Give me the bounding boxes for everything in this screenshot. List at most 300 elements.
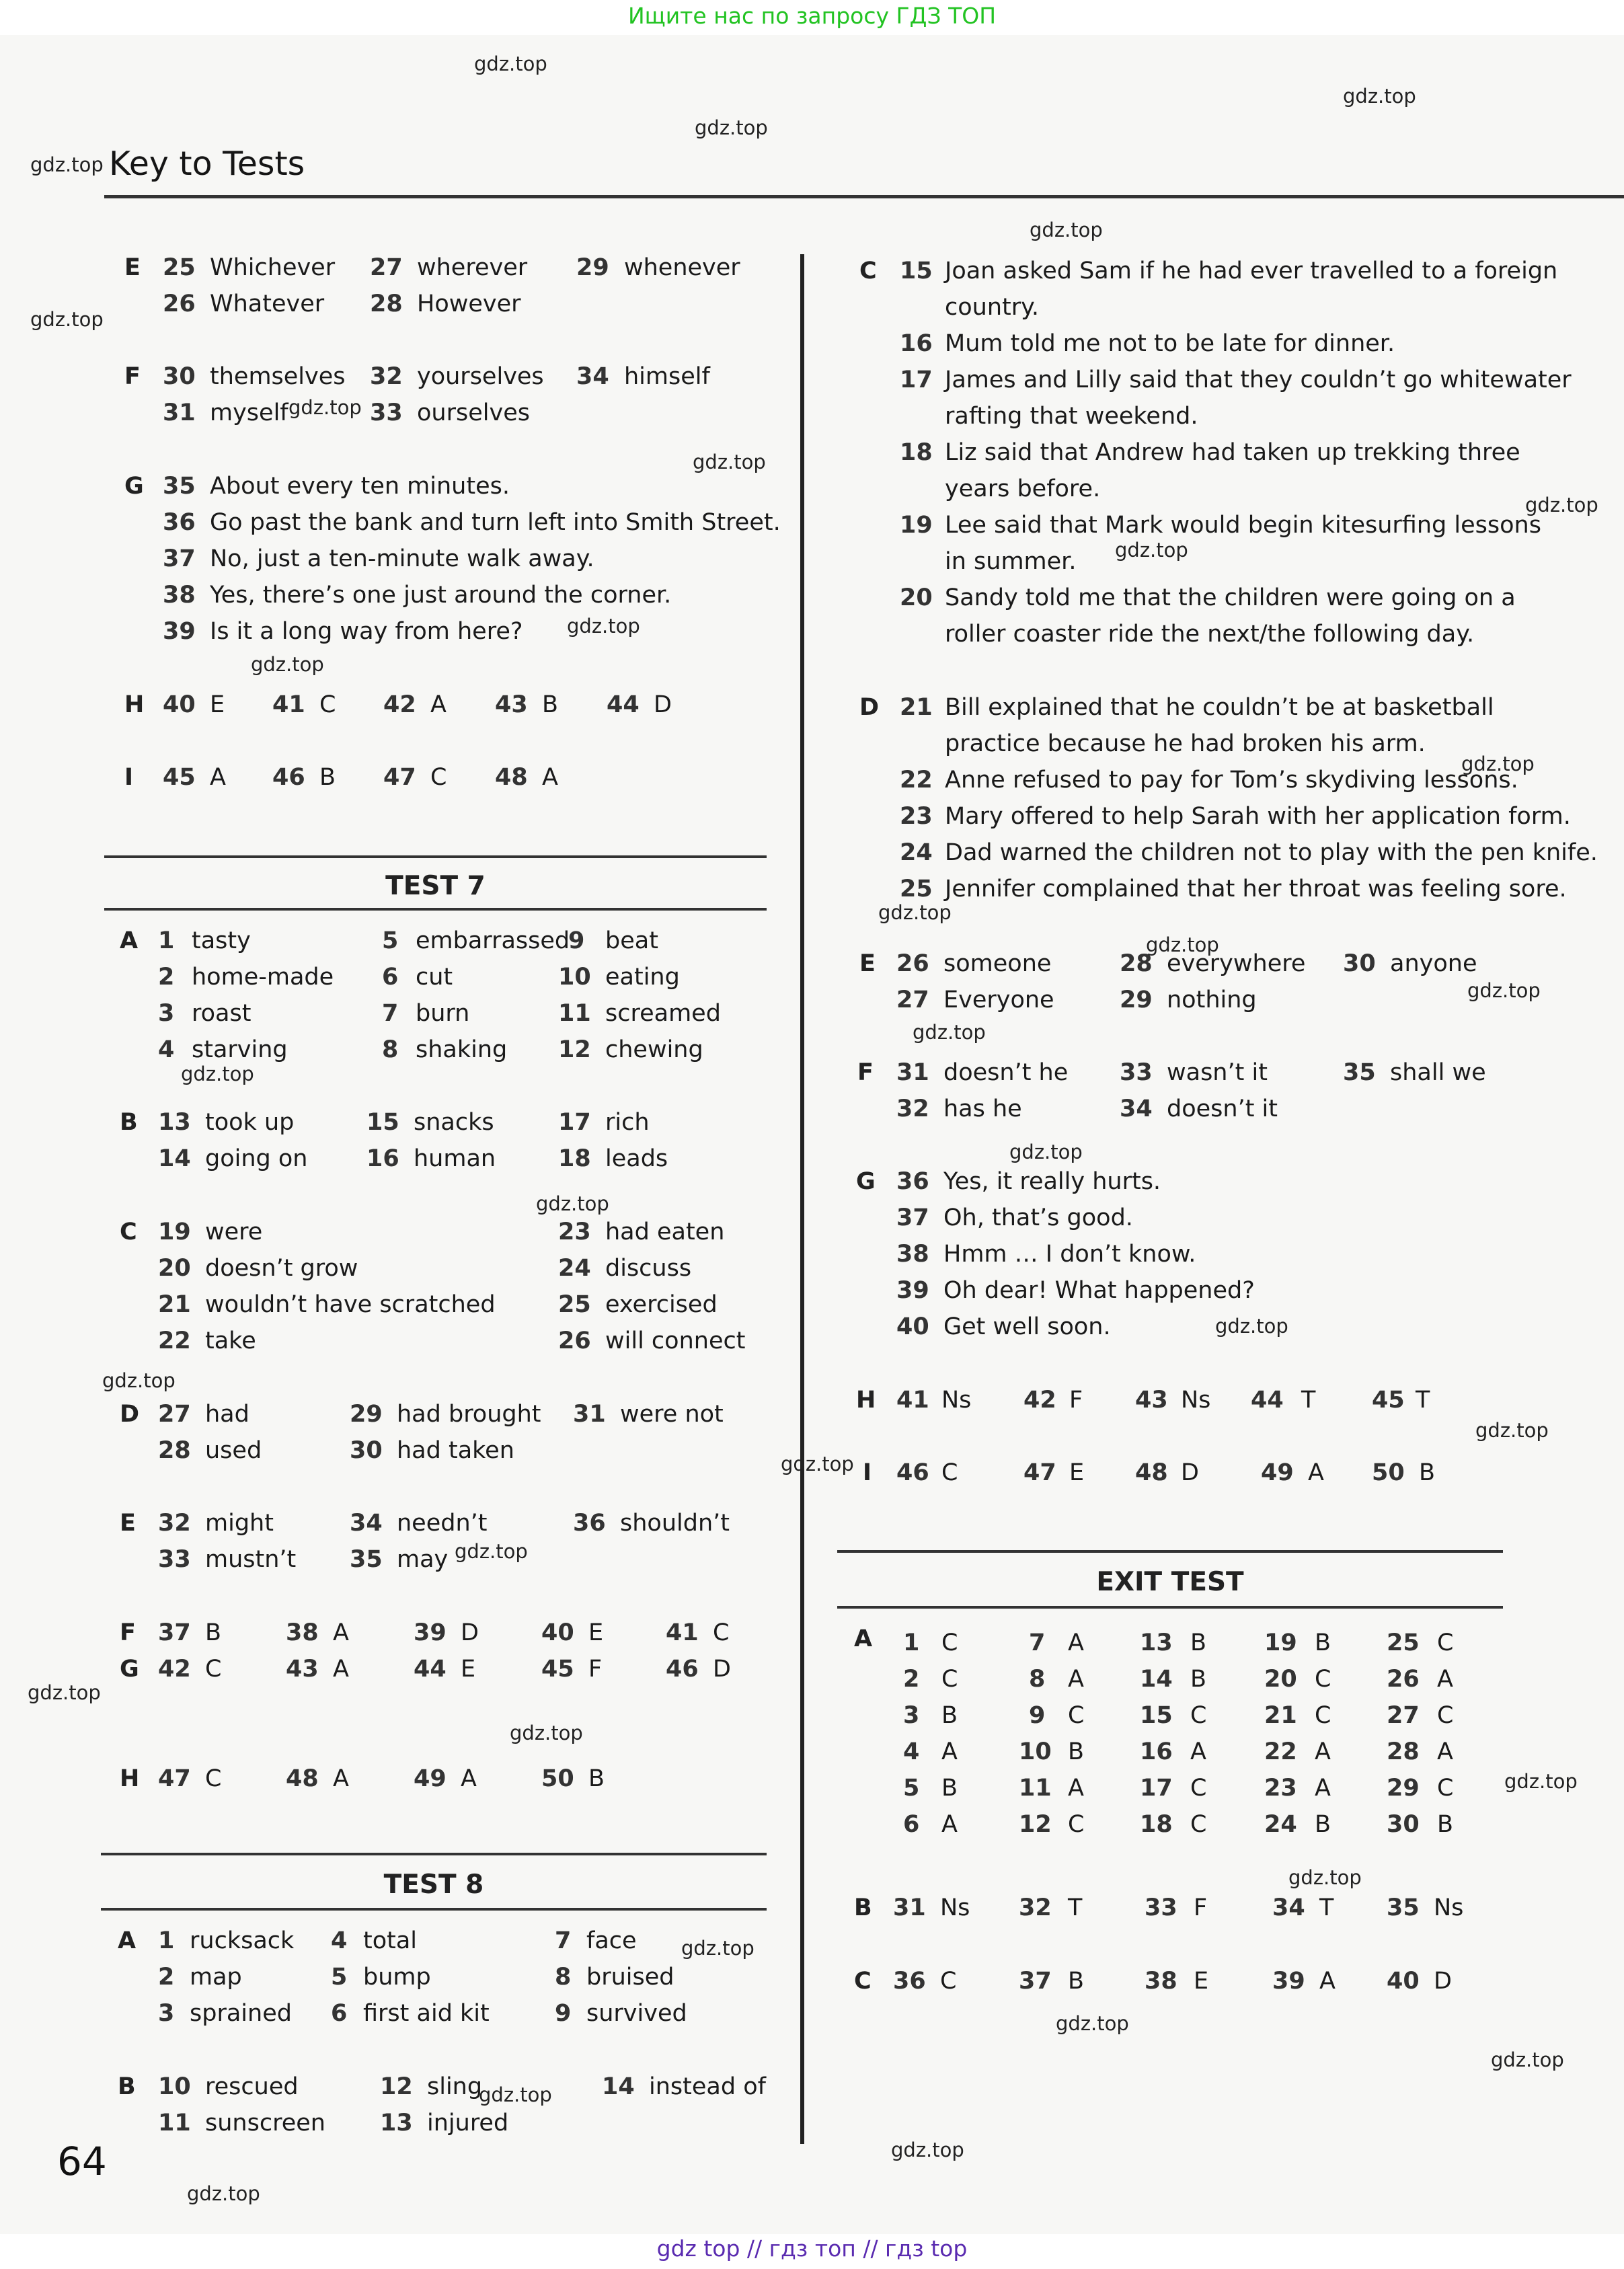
answer-text: exercised	[605, 1291, 718, 1318]
item-number: 40	[1387, 1968, 1420, 1995]
answer-text: everywhere	[1167, 950, 1306, 977]
item-number: 38	[1145, 1968, 1177, 1995]
answer-text: B	[1190, 1629, 1207, 1656]
answer-text: myself	[210, 399, 288, 426]
item-number: 7	[1029, 1629, 1046, 1656]
answer-text: C	[1437, 1629, 1454, 1656]
section-letter: H	[120, 1765, 140, 1792]
answer-text: roller coaster ride the next/the following day.	[945, 621, 1475, 648]
answer-text: James and Lilly said that they couldn’t go whitewater	[945, 367, 1572, 393]
answer-text: practice because he had broken his arm.	[945, 730, 1426, 757]
answer-text: himself	[624, 363, 710, 390]
answer-text: A	[333, 1765, 349, 1792]
answer-text: mustn’t	[205, 1546, 297, 1573]
item-number: 9	[568, 927, 585, 954]
item-number: 39	[163, 618, 196, 645]
watermark: gdz.top	[781, 1453, 854, 1475]
answer-text: A	[1315, 1738, 1331, 1765]
item-number: 4	[903, 1738, 920, 1765]
answer-text: Sandy told me that the children were going on a	[945, 584, 1516, 611]
answer-text: Everyone	[943, 987, 1054, 1013]
answer-text: snacks	[414, 1109, 494, 1136]
item-number: 25	[558, 1291, 591, 1318]
answer-text: A	[1437, 1738, 1453, 1765]
item-number: 31	[573, 1401, 606, 1428]
item-number: 8	[555, 1964, 572, 1991]
answer-text: were not	[620, 1401, 724, 1428]
answer-text: C	[1315, 1702, 1331, 1729]
answer-text: wasn’t it	[1167, 1059, 1268, 1086]
item-number: 38	[896, 1241, 929, 1268]
answer-text: A	[1319, 1968, 1336, 1995]
item-number: 41	[896, 1387, 929, 1414]
page-title: Key to Tests	[109, 145, 305, 183]
top-banner[interactable]: Ищите нас по запросу ГДЗ ТОП	[627, 3, 997, 29]
answer-text: were	[205, 1219, 263, 1245]
answer-text: sprained	[190, 2000, 292, 2027]
item-number: 35	[1387, 1894, 1420, 1921]
answer-text: C	[1437, 1702, 1454, 1729]
watermark: gdz.top	[1467, 979, 1541, 1002]
answer-text: going on	[205, 1145, 308, 1172]
item-number: 35	[1343, 1059, 1376, 1086]
answer-text: leads	[605, 1145, 668, 1172]
answer-text: A	[1308, 1459, 1324, 1486]
answer-text: wherever	[417, 254, 528, 281]
item-number: 42	[383, 691, 416, 718]
answer-text: B	[941, 1702, 958, 1729]
watermark: gdz.top	[28, 1681, 101, 1704]
item-number: 11	[1019, 1775, 1052, 1802]
answer-text: A	[1068, 1666, 1084, 1693]
answer-text: F	[588, 1656, 603, 1683]
item-number: 12	[558, 1036, 591, 1063]
answer-text: E	[210, 691, 225, 718]
answer-text: No, just a ten-minute walk away.	[210, 545, 594, 572]
item-number: 26	[558, 1328, 591, 1354]
section-letter: E	[124, 254, 141, 281]
item-number: 2	[158, 1964, 175, 1991]
watermark: gdz.top	[1215, 1315, 1288, 1338]
answer-text: needn’t	[397, 1510, 488, 1537]
answer-text: chewing	[605, 1036, 703, 1063]
watermark: gdz.top	[1343, 85, 1416, 108]
section-rule	[837, 1550, 1503, 1553]
item-number: 3	[158, 2000, 175, 2027]
section-letter: B	[118, 2073, 136, 2100]
answer-text: B	[1419, 1459, 1436, 1486]
answer-text: had eaten	[605, 1219, 725, 1245]
item-number: 27	[1387, 1702, 1420, 1729]
answer-text: shouldn’t	[620, 1510, 730, 1537]
section-rule	[837, 1606, 1503, 1609]
item-number: 33	[1145, 1894, 1177, 1921]
watermark: gdz.top	[1461, 753, 1535, 775]
item-number: 34	[350, 1510, 383, 1537]
answer-text: sunscreen	[205, 2110, 325, 2137]
item-number: 31	[163, 399, 196, 426]
section-letter: G	[856, 1168, 876, 1195]
answer-text: A	[1068, 1629, 1084, 1656]
item-number: 22	[1264, 1738, 1297, 1765]
answer-text: anyone	[1390, 950, 1477, 977]
item-number: 41	[272, 691, 305, 718]
answer-text: Mum told me not to be late for dinner.	[945, 330, 1395, 357]
answer-text: Yes, there’s one just around the corner.	[210, 582, 672, 609]
item-number: 37	[158, 1619, 191, 1646]
section-letter: B	[120, 1109, 138, 1136]
item-number: 33	[158, 1546, 191, 1573]
answer-text: C	[940, 1968, 957, 1995]
answer-text: eating	[605, 964, 680, 991]
page-number: 64	[57, 2139, 107, 2184]
item-number: 30	[1387, 1811, 1420, 1838]
item-number: 32	[158, 1510, 191, 1537]
answer-text: E	[461, 1656, 476, 1683]
watermark: gdz.top	[30, 308, 104, 331]
item-number: 45	[541, 1656, 574, 1683]
watermark: gdz.top	[1115, 539, 1188, 562]
answer-text: rescued	[205, 2073, 299, 2100]
section-letter: H	[856, 1387, 876, 1414]
item-number: 19	[158, 1219, 191, 1245]
answer-text: Bill explained that he couldn’t be at basketball	[945, 694, 1494, 721]
answer-text: Yes, it really hurts.	[943, 1168, 1161, 1195]
item-number: 46	[666, 1656, 699, 1683]
answer-text: doesn’t he	[943, 1059, 1069, 1086]
item-number: 30	[350, 1437, 383, 1464]
item-number: 10	[558, 964, 591, 991]
item-number: 5	[903, 1775, 920, 1802]
answer-text: C	[430, 764, 447, 791]
item-number: 38	[286, 1619, 319, 1646]
answer-text: A	[941, 1738, 958, 1765]
watermark: gdz.top	[288, 396, 362, 419]
answer-text: sling	[427, 2073, 483, 2100]
answer-text: Joan asked Sam if he had ever travelled to a foreign	[945, 258, 1558, 284]
item-number: 22	[158, 1328, 191, 1354]
answer-text: had	[205, 1401, 249, 1428]
item-number: 34	[1272, 1894, 1305, 1921]
item-number: 28	[1120, 950, 1153, 977]
answer-text: B	[1437, 1811, 1454, 1838]
answer-text: A	[333, 1619, 349, 1646]
watermark: gdz.top	[1146, 933, 1219, 956]
item-number: 37	[1019, 1968, 1052, 1995]
answer-text: themselves	[210, 363, 346, 390]
item-number: 23	[558, 1219, 591, 1245]
answer-text: wouldn’t have scratched	[205, 1291, 496, 1318]
item-number: 25	[163, 254, 196, 281]
section-letter: A	[854, 1625, 873, 1652]
watermark: gdz.top	[102, 1369, 176, 1392]
item-number: 42	[1023, 1387, 1056, 1414]
answer-text: C	[941, 1459, 958, 1486]
answer-text: Is it a long way from here?	[210, 618, 523, 645]
answer-text: C	[1068, 1702, 1085, 1729]
item-number: 16	[900, 330, 933, 357]
item-number: 10	[158, 2073, 191, 2100]
item-number: 40	[896, 1313, 929, 1340]
item-number: 40	[163, 691, 196, 718]
watermark: gdz.top	[181, 1063, 254, 1085]
item-number: 15	[1140, 1702, 1173, 1729]
watermark: gdz.top	[536, 1192, 609, 1215]
answer-text: rucksack	[190, 1927, 295, 1954]
item-number: 24	[900, 839, 933, 866]
item-number: 40	[541, 1619, 574, 1646]
answer-text: C	[1190, 1775, 1207, 1802]
answer-text: Lee said that Mark would begin kitesurfing lessons	[945, 512, 1541, 539]
item-number: 1	[158, 927, 175, 954]
answer-text: B	[1315, 1811, 1331, 1838]
item-number: 48	[1135, 1459, 1168, 1486]
watermark: gdz.top	[1288, 1866, 1362, 1889]
item-number: 2	[903, 1666, 920, 1693]
section-letter: B	[854, 1894, 872, 1921]
answer-text: D	[713, 1656, 731, 1683]
item-number: 44	[414, 1656, 447, 1683]
item-number: 27	[896, 987, 929, 1013]
answer-text: D	[1181, 1459, 1199, 1486]
item-number: 2	[158, 964, 175, 991]
item-number: 39	[1272, 1968, 1305, 1995]
item-number: 26	[163, 291, 196, 317]
item-number: 21	[158, 1291, 191, 1318]
answer-text: yourselves	[417, 363, 544, 390]
answer-text: A	[542, 764, 558, 791]
item-number: 15	[366, 1109, 399, 1136]
watermark: gdz.top	[1056, 2012, 1129, 2035]
answer-text: D	[1434, 1968, 1452, 1995]
answer-text: A	[941, 1811, 958, 1838]
answer-text: screamed	[605, 1000, 721, 1027]
item-number: 24	[558, 1255, 591, 1282]
item-number: 5	[382, 927, 399, 954]
section-letter: I	[863, 1459, 872, 1486]
item-number: 3	[158, 1000, 175, 1027]
answer-text: might	[205, 1510, 274, 1537]
item-number: 16	[1140, 1738, 1173, 1765]
section-letter: D	[120, 1401, 140, 1428]
answer-text: take	[205, 1328, 256, 1354]
item-number: 23	[1264, 1775, 1297, 1802]
answer-text: Ns	[941, 1387, 972, 1414]
answer-text: B	[205, 1619, 222, 1646]
answer-text: may	[397, 1546, 449, 1573]
item-number: 38	[163, 582, 196, 609]
answer-text: Anne refused to pay for Tom’s skydiving lessons.	[945, 767, 1518, 794]
watermark: gdz.top	[567, 615, 640, 638]
item-number: 4	[331, 1927, 348, 1954]
watermark: gdz.top	[695, 116, 768, 139]
item-number: 29	[1120, 987, 1153, 1013]
section-letter: F	[120, 1619, 136, 1646]
item-number: 46	[896, 1459, 929, 1486]
section-letter: H	[124, 691, 145, 718]
item-number: 24	[1264, 1811, 1297, 1838]
item-number: 50	[1372, 1459, 1405, 1486]
answer-text: A	[1315, 1775, 1331, 1802]
answer-text: Ns	[1434, 1894, 1464, 1921]
answer-text: C	[713, 1619, 730, 1646]
answer-text: Get well soon.	[943, 1313, 1111, 1340]
answer-text: T	[1319, 1894, 1334, 1921]
watermark: gdz.top	[479, 2083, 552, 2106]
answer-text: C	[941, 1666, 958, 1693]
item-number: 36	[896, 1168, 929, 1195]
answer-text: C	[205, 1765, 222, 1792]
item-number: 25	[1387, 1629, 1420, 1656]
item-number: 43	[286, 1656, 319, 1683]
answer-text: first aid kit	[363, 2000, 490, 2027]
item-number: 13	[1140, 1629, 1173, 1656]
item-number: 35	[350, 1546, 383, 1573]
answer-text: E	[1194, 1968, 1209, 1995]
answer-text: human	[414, 1145, 496, 1172]
item-number: 39	[896, 1277, 929, 1304]
item-number: 16	[366, 1145, 399, 1172]
item-number: 1	[158, 1927, 175, 1954]
item-number: 20	[900, 584, 933, 611]
section-letter: F	[124, 363, 141, 390]
answer-text: had taken	[397, 1437, 514, 1464]
item-number: 15	[900, 258, 933, 284]
section-letter: A	[118, 1927, 137, 1954]
answer-text: rich	[605, 1109, 650, 1136]
answer-text: Ns	[1181, 1387, 1211, 1414]
answer-text: total	[363, 1927, 418, 1954]
answer-text: A	[430, 691, 447, 718]
answer-text: doesn’t grow	[205, 1255, 358, 1282]
item-number: 27	[158, 1401, 191, 1428]
section-rule	[104, 908, 767, 911]
item-number: 45	[1372, 1387, 1405, 1414]
answer-text: B	[1068, 1968, 1085, 1995]
section-letter: F	[857, 1059, 874, 1086]
watermark: gdz.top	[474, 52, 547, 75]
item-number: 25	[900, 876, 933, 902]
answer-text: Whatever	[210, 291, 325, 317]
answer-text: starving	[192, 1036, 288, 1063]
item-number: 43	[495, 691, 528, 718]
item-number: 28	[370, 291, 403, 317]
section-letter: C	[859, 258, 877, 284]
answer-text: C	[1190, 1811, 1207, 1838]
answer-text: in summer.	[945, 548, 1077, 575]
watermark: gdz.top	[681, 1937, 755, 1960]
item-number: 11	[558, 1000, 591, 1027]
answer-text: B	[542, 691, 559, 718]
section-letter: G	[124, 473, 144, 500]
item-number: 32	[896, 1095, 929, 1122]
item-number: 7	[382, 1000, 399, 1027]
section-rule	[101, 1853, 767, 1855]
section-rule	[101, 1908, 767, 1911]
item-number: 44	[607, 691, 640, 718]
item-number: 19	[1264, 1629, 1297, 1656]
answer-text: A	[1190, 1738, 1206, 1765]
answer-text: Go past the bank and turn left into Smith Street.	[210, 509, 781, 536]
section-letter: I	[124, 764, 134, 791]
answer-text: C	[941, 1629, 958, 1656]
item-number: 41	[666, 1619, 699, 1646]
answer-text: years before.	[945, 475, 1101, 502]
answer-text: F	[1069, 1387, 1083, 1414]
item-number: 47	[158, 1765, 191, 1792]
item-number: 26	[1387, 1666, 1420, 1693]
section-letter: A	[120, 927, 139, 954]
item-number: 27	[370, 254, 403, 281]
item-number: 36	[893, 1968, 926, 1995]
answer-text: B	[588, 1765, 605, 1792]
bottom-banner[interactable]: gdz top // гдз топ // гдз top	[656, 2235, 968, 2262]
item-number: 42	[158, 1656, 191, 1683]
item-number: 21	[900, 694, 933, 721]
section-letter: E	[120, 1510, 136, 1537]
answer-text: cut	[416, 964, 453, 991]
answer-text: A	[333, 1656, 349, 1683]
section-rule	[104, 855, 767, 858]
answer-text: T	[1068, 1894, 1083, 1921]
watermark: gdz.top	[878, 901, 952, 924]
answer-text: A	[1437, 1666, 1453, 1693]
item-number: 18	[558, 1145, 591, 1172]
answer-text: E	[1069, 1459, 1085, 1486]
answer-text: bruised	[586, 1964, 674, 1991]
answer-text: D	[461, 1619, 479, 1646]
item-number: 9	[555, 2000, 572, 2027]
answer-text: Mary offered to help Sarah with her application form.	[945, 803, 1571, 830]
item-number: 37	[896, 1204, 929, 1231]
answer-text: whenever	[624, 254, 740, 281]
answer-text: C	[1068, 1811, 1085, 1838]
answer-text: nothing	[1167, 987, 1257, 1013]
answer-text: beat	[605, 927, 658, 954]
answer-text: T	[1301, 1387, 1316, 1414]
section-letter: E	[859, 950, 876, 977]
answer-text: has he	[943, 1095, 1022, 1122]
watermark: gdz.top	[30, 153, 104, 176]
item-number: 17	[558, 1109, 591, 1136]
item-number: 5	[331, 1964, 348, 1991]
answer-text: C	[1437, 1775, 1454, 1802]
item-number: 47	[383, 764, 416, 791]
item-number: 37	[163, 545, 196, 572]
watermark: gdz.top	[1009, 1141, 1083, 1163]
item-number: 6	[903, 1811, 920, 1838]
item-number: 14	[158, 1145, 191, 1172]
answer-text: B	[1315, 1629, 1331, 1656]
answer-text: B	[1190, 1666, 1207, 1693]
item-number: 36	[163, 509, 196, 536]
section-letter: G	[120, 1656, 139, 1683]
answer-text: F	[1194, 1894, 1208, 1921]
answer-text: C	[1190, 1702, 1207, 1729]
item-number: 19	[900, 512, 933, 539]
watermark: gdz.top	[693, 451, 766, 473]
answer-text: Jennifer complained that her throat was feeling sore.	[945, 876, 1567, 902]
item-number: 21	[1264, 1702, 1297, 1729]
answer-text: Oh dear! What happened?	[943, 1277, 1255, 1304]
item-number: 30	[1343, 950, 1376, 977]
answer-text: burn	[416, 1000, 470, 1027]
answer-text: B	[941, 1775, 958, 1802]
item-number: 1	[903, 1629, 920, 1656]
section-letter: D	[859, 694, 880, 721]
answer-text: home-made	[192, 964, 334, 991]
answer-text: Ns	[940, 1894, 970, 1921]
